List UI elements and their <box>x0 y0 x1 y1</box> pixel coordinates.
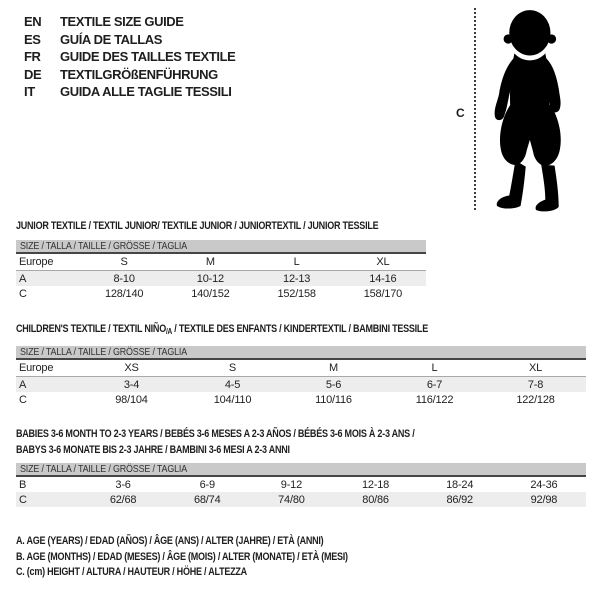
column-header: S <box>182 360 283 377</box>
row-label: C <box>19 493 27 506</box>
table-row <box>16 286 426 301</box>
guide-title: GUIDE DES TAILLES TEXTILE <box>60 49 236 64</box>
table-header-row <box>16 254 426 271</box>
baby-silhouette-icon <box>482 6 588 212</box>
cell-value: 62/68 <box>109 493 137 506</box>
junior-size-table <box>16 240 426 301</box>
footnote-a: A. AGE (YEARS) / EDAD (AÑOS) / ÂGE (ANS) / ALTER (JAHRE) / ETÀ (ANNI) <box>16 535 324 547</box>
babies-size-table <box>16 463 586 507</box>
cell-value: 92/98 <box>530 493 558 506</box>
guide-title: GUÍA DE TALLAS <box>60 31 163 47</box>
size-table-children <box>16 360 586 407</box>
height-dashed-line-icon <box>474 8 476 210</box>
footnote-c: C. (cm) HEIGHT / ALTURA / HAUTEUR / HÖHE / ALTEZZA <box>16 566 247 578</box>
row-label: Europe <box>16 360 81 377</box>
column-header: M <box>167 254 253 271</box>
height-figure <box>448 4 600 216</box>
cell-value: 5-6 <box>325 378 342 391</box>
cell-value: 122/128 <box>516 393 555 406</box>
cell-value: 128/140 <box>104 287 144 300</box>
table-row <box>16 377 586 393</box>
row-label: A <box>19 272 27 285</box>
title-line: BABYS 3-6 MONATE BIS 2-3 JAHRE / BAMBINI 3-6 MESI A 2-3 ANNI <box>16 444 290 456</box>
column-header: XL <box>340 254 426 271</box>
cell-value: 18-24 <box>446 478 474 491</box>
language-code: FR <box>24 49 41 64</box>
cell-value: 4-5 <box>224 378 241 391</box>
table-header-row <box>16 360 586 377</box>
language-row <box>24 66 235 84</box>
language-row <box>24 31 235 49</box>
title-text: / TEXTILE DES ENFANTS / KINDERTEXTIL / BAMBINI TESSILE <box>172 323 428 335</box>
cell-value: 80/86 <box>362 493 389 506</box>
footnote-list <box>16 536 421 583</box>
row-label: Europe <box>16 254 81 271</box>
height-measure-label: C <box>456 106 465 120</box>
row-label: C <box>19 287 27 300</box>
table-row <box>16 271 426 287</box>
cell-value: 9-12 <box>280 478 302 491</box>
cell-value: 152/158 <box>277 287 316 300</box>
children-size-table <box>16 346 586 407</box>
size-bar-label: SIZE / TALLA / TAILLE / GRÖSSE / TAGLIA <box>20 463 187 475</box>
size-table-junior <box>16 254 426 301</box>
language-title-list <box>24 13 235 101</box>
footnote-b: B. AGE (MONTHS) / EDAD (MESES) / ÂGE (MOIS) / ALTER (MONATE) / ETÀ (MESI) <box>16 550 348 563</box>
table-row <box>16 477 586 492</box>
cell-value: 86/92 <box>446 493 473 506</box>
size-bar <box>16 240 426 254</box>
column-header: S <box>81 254 167 271</box>
cell-value: 158/170 <box>363 287 403 300</box>
title-text: CHILDREN'S TEXTILE / TEXTIL NIÑO <box>16 323 166 335</box>
cell-value: 3-4 <box>123 378 140 391</box>
table-row <box>16 492 586 507</box>
size-bar <box>16 463 586 477</box>
size-table-babies <box>16 477 586 507</box>
cell-value: 14-16 <box>369 272 397 285</box>
column-header: XL <box>485 360 586 377</box>
cell-value: 140/152 <box>191 287 230 300</box>
cell-value: 7-8 <box>527 378 544 391</box>
language-row <box>24 13 235 31</box>
guide-title: TEXTILE SIZE GUIDE <box>60 14 184 29</box>
row-label: B <box>19 478 27 491</box>
cell-value: 104/110 <box>213 393 252 406</box>
language-row <box>24 48 235 66</box>
size-bar-label: SIZE / TALLA / TAILLE / GRÖSSE / TAGLIA <box>20 346 187 358</box>
guide-title: GUIDA ALLE TAGLIE TESSILI <box>60 84 232 99</box>
cell-value: 6-9 <box>199 478 215 491</box>
cell-value: 12-18 <box>361 478 390 491</box>
cell-value: 10-12 <box>196 272 224 285</box>
column-header: L <box>254 254 340 271</box>
size-bar <box>16 346 586 360</box>
column-header: M <box>283 360 384 377</box>
cell-value: 12-13 <box>283 272 311 285</box>
title-line: BABIES 3-6 MONTH TO 2-3 YEARS / BEBÉS 3-6 MESES A 2-3 AÑOS / BÉBÉS 3-6 MOIS À 2-3 ANS / <box>16 428 415 440</box>
column-header: XS <box>81 360 182 377</box>
row-label: C <box>19 393 27 406</box>
language-code: DE <box>24 66 42 82</box>
table-title-babies <box>16 426 414 458</box>
cell-value: 6-7 <box>426 378 443 391</box>
cell-value: 110/116 <box>315 393 352 406</box>
language-code: ES <box>24 31 41 47</box>
cell-value: 3-6 <box>115 478 131 491</box>
table-title-children <box>16 321 428 340</box>
cell-value: 68/74 <box>193 493 221 506</box>
size-bar-label: SIZE / TALLA / TAILLE / GRÖSSE / TAGLIA <box>20 240 187 252</box>
title-subscript: /A <box>165 327 173 336</box>
guide-title: TEXTILGRÖßENFÜHRUNG <box>60 66 218 82</box>
table-title-junior: JUNIOR TEXTILE / TEXTIL JUNIOR/ TEXTILE JUNIOR / JUNIORTEXTIL / JUNIOR TESSILE <box>16 220 379 232</box>
language-code: EN <box>24 14 42 29</box>
row-label: A <box>19 378 27 391</box>
cell-value: 24-36 <box>530 478 558 491</box>
cell-value: 98/104 <box>115 393 148 406</box>
language-row <box>24 83 235 101</box>
language-code: IT <box>24 84 35 99</box>
column-header: L <box>384 360 485 377</box>
cell-value: 74/80 <box>278 493 305 506</box>
table-row <box>16 392 586 407</box>
cell-value: 116/122 <box>415 393 454 406</box>
cell-value: 8-10 <box>113 272 135 285</box>
